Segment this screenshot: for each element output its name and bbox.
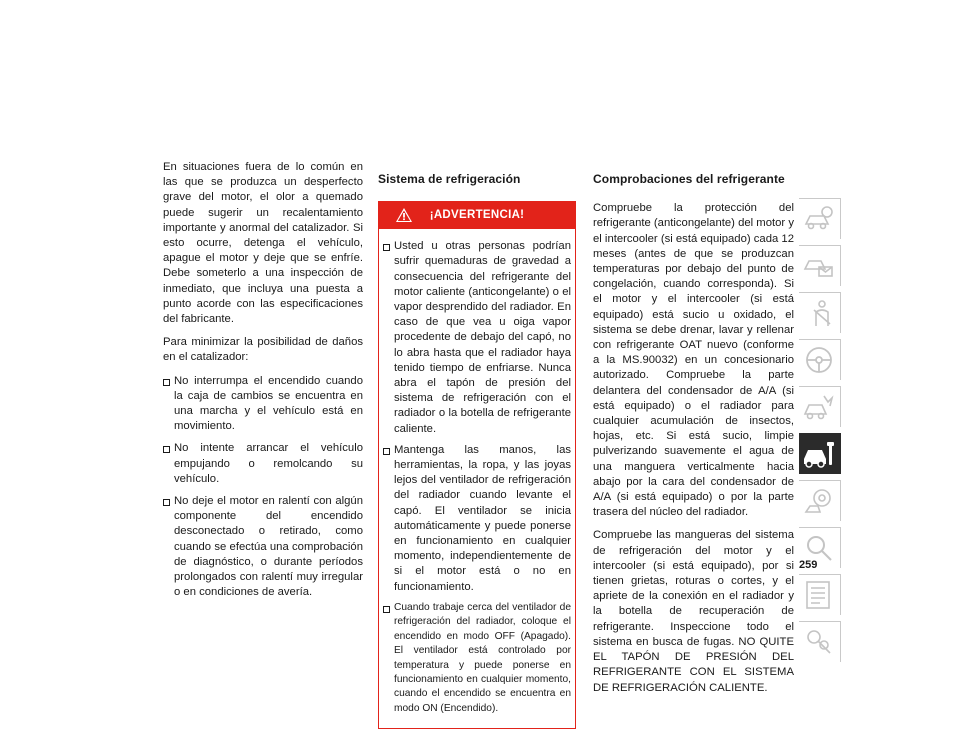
- page-number: 259: [799, 559, 818, 571]
- paragraph-catalyst-intro: En situaciones fuera de lo común en las que se produzca un desperfecto grave del motor, el olor a quemado puede sugerir un recalentamiento importante y anormal del catalizador. Si esto ocurre, detenga el vehículo, apague el motor y deje que se enfríe. Debe someterlo a una inspección de inmediato, que incluya una puesta a punto acorde con las especificaciones del fabricante.: [163, 161, 363, 326]
- chapter-tab[interactable]: [799, 574, 841, 615]
- bullet-box-icon: [383, 448, 390, 455]
- chapter-tab[interactable]: [799, 386, 841, 427]
- catalyst-bullet-list: [163, 374, 363, 601]
- bullet-box-icon: [163, 446, 170, 453]
- list-item: No interrumpa el encendido cuando la caja de cambios se encuentra en una marcha y el vehículo está en movimiento.: [163, 374, 363, 435]
- list-item: Mantenga las manos, las herramientas, la ropa, y las joyas lejos del ventilador de refrigeración del radiador cuando levante el capó. El ventilador se inicia automáticamente y puede ponerse en funcionamiento en cualquier momento, independientemente de si el motor está o no en funcionamiento.: [383, 443, 571, 595]
- chapter-tab[interactable]: [799, 339, 841, 380]
- list-icon: [802, 578, 836, 612]
- bullet-box-icon: [383, 606, 390, 613]
- car-info-icon: [802, 202, 836, 236]
- bullet-box-icon: [163, 379, 170, 386]
- paragraph-catalyst-minimize: Para minimizar la posibilidad de daños en el catalizador:: [163, 336, 363, 364]
- paragraph-coolant-protection: Compruebe la protección del refrigerante (anticongelante) del motor y el intercooler (si está equipado) cada 12 meses (antes de que se produzcan temperaturas por debajo del punto de congelación, cuando corresponda). Si el motor y el intercooler (si está equipado) está sucio u oxidado, el sistema se debe drenar, lavar y rellenar con refrigerante OAT nuevo (conforme a la MS.90032) en un concesionario autorizado. Compruebe la parte delantera del condensador de A/A (si está equipado) o el radiador para cualquier acumulación de insectos, hojas, etc. Si está sucio, limpie pulverizando suavemente el agua de una manguera verticalmente hacia abajo por la cara del condensador de A/A (si está equipado) o por la parte trasera del núcleo del radiador.: [593, 202, 794, 519]
- warning-title: ¡ADVERTENCIA!: [429, 209, 525, 222]
- warning-triangle-icon: [395, 207, 413, 223]
- chapter-tab[interactable]: [799, 621, 841, 662]
- bullet-box-icon: [383, 244, 390, 251]
- seatbelt-icon: [802, 296, 836, 330]
- warning-bullet-list: [383, 239, 571, 716]
- chapter-tab-active[interactable]: [799, 433, 841, 474]
- warning-header: [379, 202, 575, 229]
- list-item: Usted u otras personas podrían sufrir quemaduras de gravedad a consecuencia del refrigerante del motor caliente (anticongelante) o el vapor desprendido del radiador. En caso de que vea u oiga vapor procedente de debajo del capó, no lo abra hasta que el radiador haya tenido tiempo de enfriarse. Nunca abra el tapón de presión del sistema de refrigeración con el radiador o la botella de refrigerante caliente.: [383, 239, 571, 437]
- bullet-box-icon: [163, 499, 170, 506]
- chapter-tab[interactable]: [799, 245, 841, 286]
- list-item: Cuando trabaje cerca del ventilador de refrigeración del radiador, coloque el encendido en modo OFF (Apagado). El ventilador está controlado por temperatura y puede ponerse en funcionamiento en cualquier momento, cuando el encendido se encuentra en modo ON (Encendido).: [383, 601, 571, 716]
- list-item: No intente arrancar el vehículo empujando o remolcando su vehículo.: [163, 441, 363, 487]
- warning-body: [379, 229, 575, 728]
- chapter-tab[interactable]: [799, 292, 841, 333]
- column-right: [593, 162, 794, 704]
- column-left: [163, 160, 363, 607]
- paragraph-coolant-hoses: Compruebe las mangueras del sistema de refrigeración del motor y el intercooler (si está equipado), por si tienen grietas, roturas o cortes, y el apriete de la conexión en el radiador y la botella de recuperación de refrigerante. Inspeccione todo el sistema en busca de fugas. NO QUITE EL TAPÓN DE PRESIÓN DEL REFRIGERANTE CON EL SISTEMA DE REFRIGERACIÓN CALIENTE.: [593, 529, 794, 694]
- list-item: No deje el motor en ralentí con algún componente del encendido desconectado o retirado, como cuando se efectúa una comprobación de diagnóstico, o durante períodos prolongados con ralentí muy irregular o en condiciones de avería.: [163, 494, 363, 600]
- steering-wheel-icon: [802, 343, 836, 377]
- chapter-tab-strip: [799, 198, 841, 668]
- car-crash-icon: [802, 390, 836, 424]
- tools-icon: [802, 625, 836, 659]
- warning-box: [378, 201, 576, 729]
- section-heading-coolant-checks: Comprobaciones del refrigerante: [593, 172, 785, 186]
- chapter-tab[interactable]: [799, 198, 841, 239]
- car-wrench-icon: [802, 437, 836, 471]
- car-mail-icon: [802, 249, 836, 283]
- chapter-tab[interactable]: [799, 480, 841, 521]
- section-heading-cooling-system: Sistema de refrigeración: [378, 172, 521, 186]
- column-middle: [378, 162, 576, 729]
- gear-car-icon: [802, 484, 836, 518]
